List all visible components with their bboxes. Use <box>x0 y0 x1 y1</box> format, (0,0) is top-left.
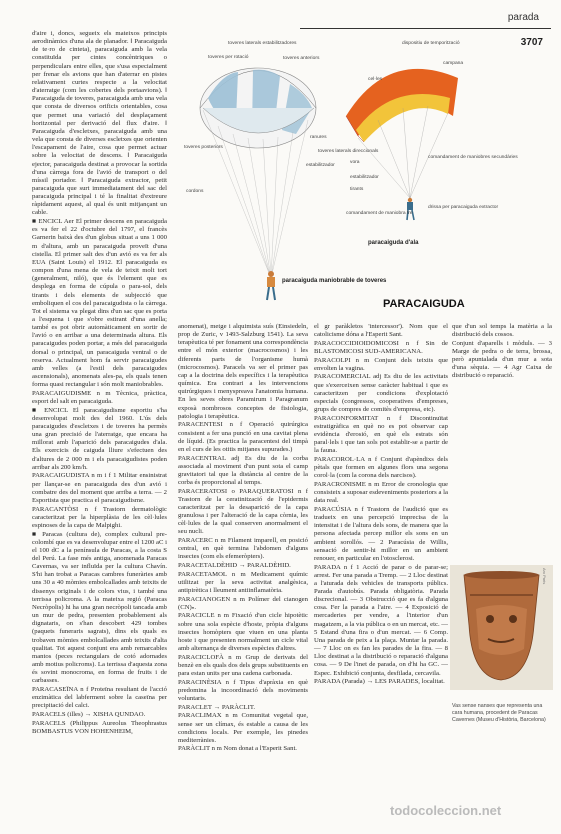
label-straps: tirants <box>350 187 364 192</box>
col2-entry: PARÀCLIT n m Nom donat a l'Esperit Sant. <box>178 745 297 753</box>
label-control-brakes: comandament de maniobra fre <box>346 211 413 216</box>
col3-entry: PARACONFORMITAT n f Discontinuïtat estratigràfica en què no es pot observar cap evidència d'erosió, en què els estrats són paral·lels i que tan sols pot establir-se a partir de la fauna. <box>314 414 448 455</box>
col2-entry: PARACLET → PARÀCLIT. <box>178 703 256 711</box>
caption-left-parachute: paracaiguda maniobrable de toveres <box>282 278 387 284</box>
caption-right-parachute: paracaiguda d'ala <box>368 240 419 246</box>
text-column-4 <box>452 323 552 563</box>
col1-entry: PARACAIGUDISTA n m i f 1 Militar ensinistrat per llançar-se en paracaiguda des d'un avió i combatre des del moment que arriba a terra. — 2 Esportista que practica el paracaigudisme. <box>32 472 167 504</box>
col3-entry: PARADA (Parada) → LES PARADES, localitat. <box>314 678 445 686</box>
col3-entry: PARACRONISME n m Error de cronologia que consisteix a suposar esdeveniments posteriors a la data real. <box>314 480 448 505</box>
parachutist-right <box>407 198 414 220</box>
label-front-nozzles: toveres anteriors <box>283 56 320 61</box>
col3-entry: PARADA n f 1 Acció de parar o de parar-se; arrest. Fer una parada a Tremp. — 2 Lloc destinat a l'aturada dels vehicles de transports públics. Parada d'autobús. Parada obligatòria. Parada discrecional. — 3 Obstrucció que es fa d'alguna cosa. Fer la parada a l'aire. — 4 Exposició de mercaderies per vendre, a l'interior d'un magatzem, a la via pública o en un mercat, etc. — 5 Estand d'una fira o d'un mercat. — 6 Comp. Una parada de peix a la plaça. Muntar la parada. — 7 Lloc on es fan les parades de la fira. — 8 Lloc destinat a la distribució o reparació d'alguna cosa. — 9 De l'inet de parada, on d'hi ha GC. — Espec. Exhibició conjunta, desfilada, cercavila. <box>314 563 448 677</box>
parachute-left <box>200 68 316 300</box>
photo-credit: Arx Paris <box>542 568 547 585</box>
header-rule <box>300 28 551 29</box>
col2-entry: PARACENTESI n f Operació quirúrgica consistent a fer una punció en una cavitat plena de líquid. (Es practica la paracentesi del timpà en el curs de les otitis mitjanes supurades.) <box>178 421 308 453</box>
parachute-right <box>346 69 458 220</box>
label-canopy: campana <box>443 61 464 66</box>
col1-entry: PARACAIGUDISME n m Tècnica, pràctica, esport del salt en paracaiguda. <box>32 389 167 406</box>
col1-entry: ■ Paracas (cultura de), complex cultural pre-colombí que es va desenvolupar entre el 1200 aC i el 100 dC a la península de Paracas, a la costa S del Perú. La fase més antiga, anomenada Paracas Cavernas, va ser influïda per la cultura Chavín. S'hi han trobat a Paracas cambres funeràries amb uns 30 a 40 mòmies embolcallades amb teixits de dissenys originals i de colors vius, i també una terrissa policroma. A la mateixa regió (Paracas Necròpolis) hi ha una gran necròpoli tancada amb un mur de pedra, presenten probablement als dignataris, on s'han descobert 429 tombes (paquets funeraris sagrats), dins els quals es trobaven mòmies embolcallades amb teixits d'alta qualitat. Tot aquest conjunt era amb remarcables mantos (peces rectangulars de cotó adornades amb motius policroms). La terrissa d'aquesta zona és sovint monocroma, en forma de fruits i de carbasses. <box>32 530 168 685</box>
parachute-illustration <box>178 38 518 318</box>
label-slots: ranures <box>310 135 327 140</box>
label-steering-nozzles: toveres per rotació <box>208 55 249 60</box>
label-stabilizer-nozzles: toveres laterals estabilitzadores <box>228 41 297 46</box>
label-cords: cordons <box>186 189 204 194</box>
label-rear-nozzles: toveres posteriors <box>184 145 223 150</box>
label-edge: vora <box>350 160 360 165</box>
col3-entry: PARACOROL·LA n f Conjunt d'apèndixs dels pètals que formen en algunes flors una segona corol·la (com la corona dels narcisos). <box>314 456 448 480</box>
col3-entry: PARACOCCIDIOIDOMICOSI n f Sin de BLASTOMICOSI SUD-AMERICANA. <box>314 339 448 355</box>
col3-entry: PARACOLPI n m Conjunt dels teixits que envolten la vagina. <box>314 356 448 372</box>
col2-entry: PARACLIMAX n m Comunitat vegetal que, sense ser un clímax, és estable a causa de les condicions locals. Per exemple, les pinedes mediterrànies. <box>178 712 308 744</box>
col2-entry: PARACETAMOL n m Medicament químic utilitzat per la seva activitat analgèsica, antipirètica i lleument antiinflamatòria. <box>178 570 308 594</box>
col2-entry: PARACERATOSI o PARAQUERATOSI n f Trastorn de la ceratinització de l'epidermis caracteritzat per la desaparició de la capa granulosa i per l'alteració de la capa còrnia, les cèl·lules de la qual conserven anormalment el seu nucli. <box>178 487 308 536</box>
col2-entry: PARACICLOFÀ n m Grup de derivats del benzè en els quals dos dels grups substituents en para estan units per una cadena carbonada. <box>178 653 308 678</box>
watermark: todocoleccion.net <box>390 803 502 818</box>
label-cells: cel·les <box>368 77 383 82</box>
col1-entry: PARACASEÏNA n f Proteïna resultant de l'acció enzimàtica del labferment sobre la caseïna per precipitació del calci. <box>32 686 167 710</box>
col3-entry: el gr paràkletos 'intercessor'). Nom que el catolicisme dóna a l'Esperit Sant. <box>314 323 448 339</box>
label-stabilizer-left: estabilitzador <box>306 163 335 168</box>
col2-entry: PARACETALDÈHID → PARALDÈHID. <box>178 562 291 570</box>
col4-entry: Conjunt d'aparells i mòduls. — 3 Marge de pedra o de terra, brossa, però apuntalada d'un mur a sota d'una sèquia. — 4 Agr Caixa de distribució o reparació. <box>452 339 552 380</box>
paracas-vase-photo <box>450 565 553 690</box>
page-number: 3707 <box>520 37 543 48</box>
col2-entry: anomenat), metge i alquimista suís (Einsiedeln, prop de Zuric, v 1493-Salzburg 1541). La seva terapèutica té per fonament una correspondència entre el món exterior (macrocosmos) i les diferents parts de l'organisme humà (microcosmos). Paracels va ser el primer pas cap a la doctrina dels específics i la terapèutica química. Era contrari a les intervencions quirúrgiques i menyspreava l'anatomia humana. En les seves obres Paramirum i Paragranum exposà nombrosos conceptes de fisiologia, patologia i terapèutica. <box>178 323 308 420</box>
photo-caption: Vas sense nanses que representa una cara humana, procedent de Paracas Cavernes (Museu d'Història, Barcelona) <box>452 703 546 723</box>
text-column-2 <box>178 323 308 828</box>
col3-entry: PARACÚSIA n f Trastorn de l'audició que es tradueix en una percepció imprecisa de la intensitat i de l'altura dels sons, de manera que la persona afectada percep millor els sons en un ambient sorollós. — 2 Paracúsia de Willis, sensació de sentir-hi millor en un ambient renouer, en particular en l'otosclerosi. <box>314 505 448 562</box>
col1-entry: PARACELS (illes) → XISHA QUNDAO. <box>32 710 146 718</box>
col1-para: ■ ENCICL Aer El primer descens en paracaiguda es va fer el 22 d'octubre del 1797, el francès Garnerin baixà des d'un globus situat a uns 1 000 m d'altura, amb un paracaiguda proveït d'una cistella. El primer salt des d'un avió es va fer als EUA (Saint Louis) el 1912. El paracaiguda es compon d'una mena de vela de teixit molt tort (generalment, niló), que és l'element que es desplega en forma de cúpula o para-sol, dels tirants i dels elements de subjecció que emboliquen el cos del paracaigudista o la càrrega. Tot el sistema va plegat dins d'un sac que es porta a l'esquena i que s'obre estirant d'una anella; també es pot obrir automàticament en sortir de l'avió o en arribar a una determinada altura. Els paracaigudes poden portar, a més del paracaiguda dorsal o principal, un paracaiguda ventral o de reserva. Actualment hom fa servir paracaigudes amb velles (a l'estil dels paracaigudes ascensionals), anomenats ales-pa, els quals tenen forma quasi rectangular i són molt maniobrables. <box>32 218 167 389</box>
label-secondary-control: comandament de maniobres secundàries <box>428 155 518 160</box>
col2-entry: PARACICLE n m Fixació d'un cicle hipotètic sobre una sola espècie d'hoste, pròpia d'alguns insectes homòpters que viuen en una planta hoste i que presenten normalment un cicle vital amb alternança de diverses espècies d'altres. <box>178 612 308 653</box>
running-head: parada <box>507 12 539 23</box>
col4-entry: que d'un sol temps la matèria a la distribució dels cossos. <box>452 323 552 339</box>
label-stabilizer-right: estabilitzador <box>350 175 379 180</box>
label-extractor: drissa per paracaiguda extractor <box>428 205 499 210</box>
col3-entry: PARACOMERCIAL adj Es diu de les activitats que s'exerceixen sense caràcter habitual i que es caracteritzen per condicions d'explotació especials (congressos, cooperatives d'empreses, grups de compres de comitès d'empresa, etc). <box>314 373 448 414</box>
col2-entry: PARACIANOGEN n m Polímer del cianogen (CN)ₙ. <box>178 595 308 611</box>
col1-entry: PARACELS (Philippus Aureolus Theophrastus BOMBASTUS VON HOHENHEIM, <box>32 719 167 735</box>
col2-entry: PARACINÈSIA n f Tipus d'apràxia en què predomina la incoordinació dels moviments voluntaris. <box>178 678 308 703</box>
col1-para: d'aire i, doncs, segueix els mateixos principis aerodinàmics d'una ala de planador. ‖ Paracaiguda de te·ro de cinteta), paracaiguda amb la vela constituïda per cintes concèntriques o perpendiculars entre elles, que s'usa especialment per frenar els avions que han d'aterrar en pistes relativament curtes respecte a la velocitat d'aterratge (com les cobertes dels portaavions). ‖ Paracaiguda de toveres, paracaiguda amb una vela que consta de diversos orificis orientables, cosa que permet una variació del desplaçament horitzontal per derivació del flux d'aire. ‖ Paracaiguda d'escletxes, paracaiguda amb una vela que consta de diverses escletxes que orienten l'escapament de l'aire, cosa que permet actuar sobre la velocitat de descens. ‖ Paracaiguda ejector, paracaiguda destinat a provocar la sortida d'una càrrega fora de l'avió de transport o del míssil portador. ‖ Paracaiguda extractor, petit paracaiguda que surt immediatament del sac del paracaiguda principal i té la finalitat d'extreure ràpidament aquest, al qual és unit mitjançant un cable. <box>32 30 167 217</box>
parachutist-left <box>267 271 275 300</box>
label-lateral-nozzles: toveres laterals direccionals <box>318 149 379 154</box>
col1-entry: PARACANTÒSI n f Trastorn dermatològic caracteritzat per la hiperplàsia de les cèl·lules espinoses de la capa de Malpighi. <box>32 505 167 529</box>
col2-entry: PARACENTRAL adj Es diu de la corba associada al moviment d'un punt sota el camp gravitatori tal que la distància al centre de la corba és proporcional al temps. <box>178 454 308 486</box>
col2-entry: PARACERC n m Filament imparell, en posició central, en què termina l'abdomen d'alguns insectes (com els efemeròpters). <box>178 537 308 561</box>
text-column-3 <box>314 323 448 828</box>
col1-para: ■ ENCICL El paracaigudisme esportiu s'ha desenvolupat molt des del 1960. L'ús dels paracaigudes d'escletxes i de toveres ha permès una gran precisió de l'aterratge, que encara ha millorat amb l'aparició dels paracaigudes d'ala. Els exercicis de caiguda lliure s'efectuen des d'altures de 2 000 m i els paracaigudistes poden arribar als 200 km/h. <box>32 406 167 471</box>
label-time-delay: dispositiu de temporització <box>402 41 460 46</box>
text-column-1 <box>32 30 167 830</box>
illustration-title: PARACAIGUDA <box>383 298 465 310</box>
